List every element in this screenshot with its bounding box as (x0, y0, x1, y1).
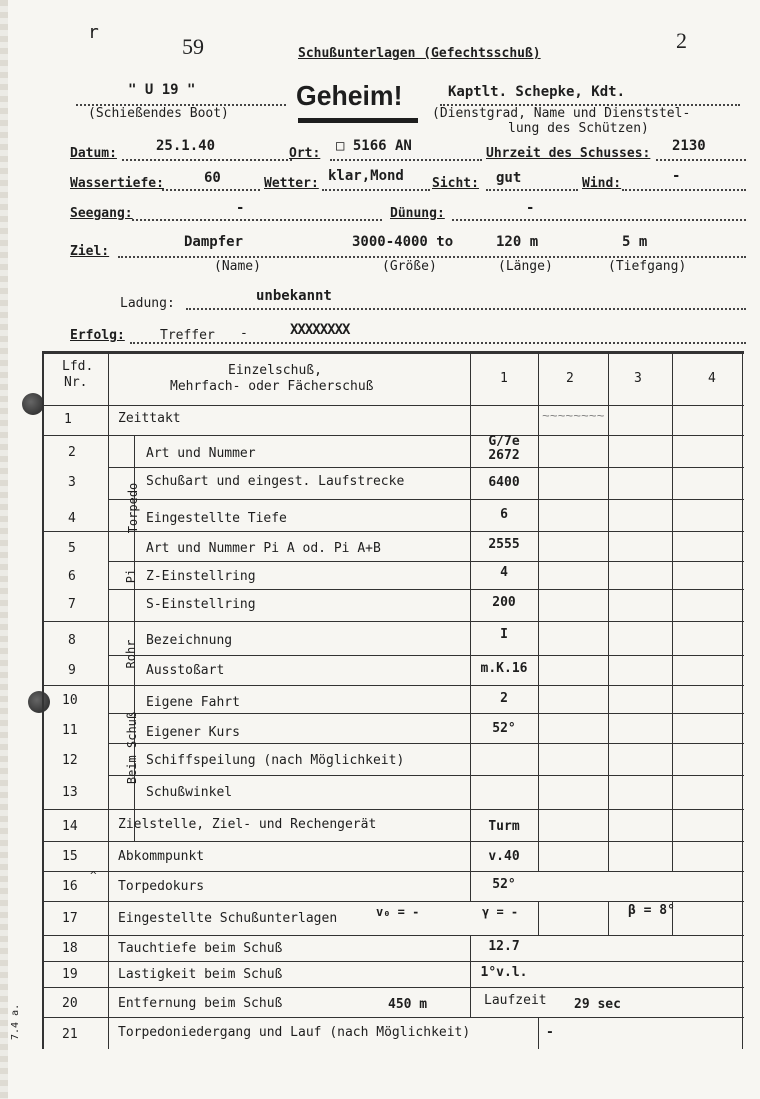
row-line (108, 713, 744, 714)
col-nr: Nr. (64, 375, 88, 390)
datum-value: 25.1.40 (156, 138, 216, 154)
col-line (742, 351, 743, 1049)
dotted-line (132, 219, 382, 221)
row-label: Eingestellte Schußunterlagen (118, 911, 338, 926)
row-nr: 15 (62, 849, 78, 864)
row-label: Abkommpunkt (118, 849, 205, 864)
ziel-laenge-label: (Länge) (498, 259, 553, 274)
row-nr: 9 (68, 663, 76, 678)
row-nr: 5 (68, 541, 76, 556)
wassertiefe-label: Wassertiefe: (70, 176, 164, 191)
row-value: 2555 (488, 537, 520, 552)
row20-entfernung: 450 m (388, 997, 428, 1012)
row-nr: 11 (62, 723, 78, 738)
row-value: m.K.16 (480, 661, 528, 676)
side-note: 7.4 a. (10, 1003, 21, 1040)
erfolg-struck: XXXXXXXX (290, 322, 350, 338)
col-type: Einzelschuß, (228, 363, 322, 378)
row-line (108, 467, 744, 468)
ziel-label: Ziel: (70, 244, 110, 259)
erfolg-value: Treffer (160, 328, 215, 343)
row-line (42, 435, 744, 436)
uhrzeit-value: 2130 (672, 138, 706, 154)
dotted-line (162, 189, 260, 191)
row-line (108, 775, 744, 776)
row-value: 6 (500, 507, 508, 522)
row-nr: 19 (62, 967, 78, 982)
dotted-line (656, 159, 746, 161)
row-value: v.40 (488, 849, 520, 864)
row-label: Lastigkeit beim Schuß (118, 967, 283, 982)
sicht-value: gut (496, 170, 522, 186)
erfolg-dash: - (240, 326, 248, 341)
row17-gamma: γ = - (482, 905, 519, 919)
wetter-value: klar,Mond (328, 168, 404, 184)
shot-table (42, 351, 744, 1049)
dotted-line (118, 256, 746, 258)
row-line (108, 743, 744, 744)
geheim-stamp: Geheim! (296, 80, 403, 111)
row-line (42, 841, 744, 842)
seegang-value: - (236, 200, 245, 216)
row-label: Z-Einstellring (146, 569, 256, 584)
row-nr: 18 (62, 941, 78, 956)
ladung-label: Ladung: (120, 296, 175, 311)
col-line (672, 351, 673, 871)
col-line (538, 901, 539, 935)
row-line (42, 871, 744, 872)
row-nr: 3 (68, 475, 76, 490)
ort-value: □ 5166 AN (336, 138, 412, 154)
ladung-value: unbekannt (256, 288, 332, 304)
row-label: Eigener Kurs (146, 725, 240, 740)
boat-label: (Schießendes Boot) (88, 106, 229, 121)
dotted-line (122, 159, 292, 161)
commander-value: Kaptlt. Schepke, Kdt. (448, 84, 626, 100)
row-nr: 12 (62, 753, 78, 768)
row-nr: 7 (68, 597, 76, 612)
group-beim-schuss: Beim Schuß (125, 711, 139, 785)
wind-value: - (672, 168, 681, 184)
ziel-name: Dampfer (184, 234, 244, 250)
row-value: 4 (500, 565, 508, 580)
erfolg-label: Erfolg: (70, 328, 125, 343)
row-line (108, 561, 744, 562)
row-nr: 10 (62, 693, 78, 708)
row17-v0: v₀ = - (376, 905, 420, 919)
row-nr: 6 (68, 569, 76, 584)
row-line (42, 961, 744, 962)
row-nr: 17 (62, 911, 78, 926)
datum-label: Datum: (70, 146, 117, 161)
row-value: I (500, 627, 508, 642)
row-label: Zeittakt (118, 411, 181, 426)
row-line (108, 655, 744, 656)
row-line (42, 901, 744, 902)
row-label: Entfernung beim Schuß (118, 996, 283, 1011)
row-label: Bezeichnung (146, 633, 233, 648)
row-nr: 4 (68, 511, 76, 526)
page-number: 59 (182, 34, 204, 59)
row-nr: 13 (62, 785, 78, 800)
dotted-line (622, 189, 746, 191)
caret-mark: ^ (90, 869, 97, 882)
ziel-groesse-label: (Größe) (382, 259, 437, 274)
row-line (108, 589, 744, 590)
row-nr: 14 (62, 819, 78, 834)
row-line (42, 621, 744, 622)
boat-value: " U 19 " (128, 82, 196, 98)
row21-value: - (546, 1025, 554, 1040)
row-nr: 2 (68, 445, 76, 460)
wetter-label: Wetter: (264, 176, 319, 191)
row-nr: 8 (68, 633, 76, 648)
ziel-tiefgang-label: (Tiefgang) (608, 259, 687, 274)
row-line (42, 405, 744, 406)
dotted-line (186, 308, 746, 310)
row-label: Torpedokurs (118, 879, 205, 894)
row-label: Eigene Fahrt (146, 695, 240, 710)
col-line (108, 351, 109, 1049)
duenung-label: Dünung: (390, 206, 445, 221)
dotted-line (330, 159, 482, 161)
wind-label: Wind: (582, 176, 622, 191)
col-line (608, 901, 609, 935)
ziel-tiefgang: 5 m (622, 234, 648, 250)
row-line (42, 987, 744, 988)
row-line (42, 1017, 744, 1018)
row-label: Torpedoniedergang und Lauf (nach Möglichkeit) (118, 1025, 471, 1040)
row-label: Zielstelle, Ziel- und Rechengerät (118, 817, 377, 832)
row-value: 52° (492, 721, 516, 736)
paper-edge (0, 0, 8, 1099)
row-nr: 20 (62, 996, 78, 1011)
dotted-line (130, 342, 746, 344)
row-line (42, 935, 744, 936)
row-value: Turm (488, 819, 520, 834)
table-top-border (42, 351, 744, 354)
row-label: Art und Nummer Pi A od. Pi A+B (146, 541, 381, 556)
ziel-groesse: 3000-4000 to (352, 234, 454, 250)
row-value: 6400 (488, 475, 520, 490)
col-line (538, 1017, 539, 1049)
col-line (538, 351, 539, 871)
ziel-name-label: (Name) (214, 259, 261, 274)
form-title: Schußunterlagen (Gefechtsschuß) (298, 46, 541, 61)
stamp-underline (298, 118, 418, 123)
corner-mark: r (88, 22, 99, 43)
row-label: Schußart und eingest. Laufstrecke (146, 474, 405, 489)
group-torpedo: Torpedo (126, 482, 140, 534)
group-rohr: Rohr (124, 639, 138, 669)
punch-hole (22, 393, 44, 415)
row-label: Art und Nummer (146, 446, 256, 461)
row17-beta: β = 8° (628, 903, 675, 918)
col-1: 1 (500, 371, 508, 386)
row20-laufzeit-label: Laufzeit (484, 993, 547, 1008)
row-label: S-Einstellring (146, 597, 256, 612)
ziel-laenge: 120 m (496, 234, 539, 250)
duenung-value: - (526, 200, 535, 216)
row-value: 52° (492, 877, 516, 892)
row-value: 2 (500, 691, 508, 706)
group-pi: Pi (124, 568, 138, 584)
sicht-label: Sicht: (432, 176, 479, 191)
row-value: 12.7 (488, 939, 520, 954)
uhrzeit-label: Uhrzeit des Schusses: (486, 146, 651, 161)
row-label: Schiffspeilung (nach Möglichkeit) (146, 753, 405, 768)
col-lfd: Lfd. (62, 359, 94, 374)
row-nr: 16 (62, 879, 78, 894)
row20-laufzeit-value: 29 sec (574, 997, 621, 1012)
row-label: Eingestellte Tiefe (146, 511, 287, 526)
corner-number: 2 (676, 28, 687, 53)
dotted-line (322, 189, 430, 191)
ort-label: Ort: (289, 146, 321, 161)
col-4: 4 (708, 371, 716, 386)
commander-label-cont: lung des Schützen) (508, 121, 649, 136)
wassertiefe-value: 60 (204, 170, 221, 186)
col-type-cont: Mehrfach- oder Fächerschuß (170, 379, 374, 394)
row-label: Ausstoßart (146, 663, 225, 678)
dotted-line (452, 219, 746, 221)
seegang-label: Seegang: (70, 206, 133, 221)
row-line (108, 499, 744, 500)
row-line (42, 685, 744, 686)
row-line (42, 531, 744, 532)
col-2: 2 (566, 371, 574, 386)
commander-label: (Dienstgrad, Name und Dienststel- (432, 106, 691, 121)
col-3: 3 (634, 371, 642, 386)
col-line (608, 351, 609, 871)
row-nr: 21 (62, 1027, 78, 1042)
dotted-line (486, 189, 578, 191)
row-label: Schußwinkel (146, 785, 233, 800)
row-value: G/7e 2672 (488, 434, 520, 463)
row-value: 1°v.l. (480, 965, 528, 980)
row-value: 200 (492, 595, 516, 610)
ghost-scribble: ~~~~~~~~ (542, 409, 605, 424)
row-nr: 1 (64, 412, 72, 427)
row-line (42, 809, 744, 810)
row-label: Tauchtiefe beim Schuß (118, 941, 283, 956)
col-line (42, 351, 44, 1049)
